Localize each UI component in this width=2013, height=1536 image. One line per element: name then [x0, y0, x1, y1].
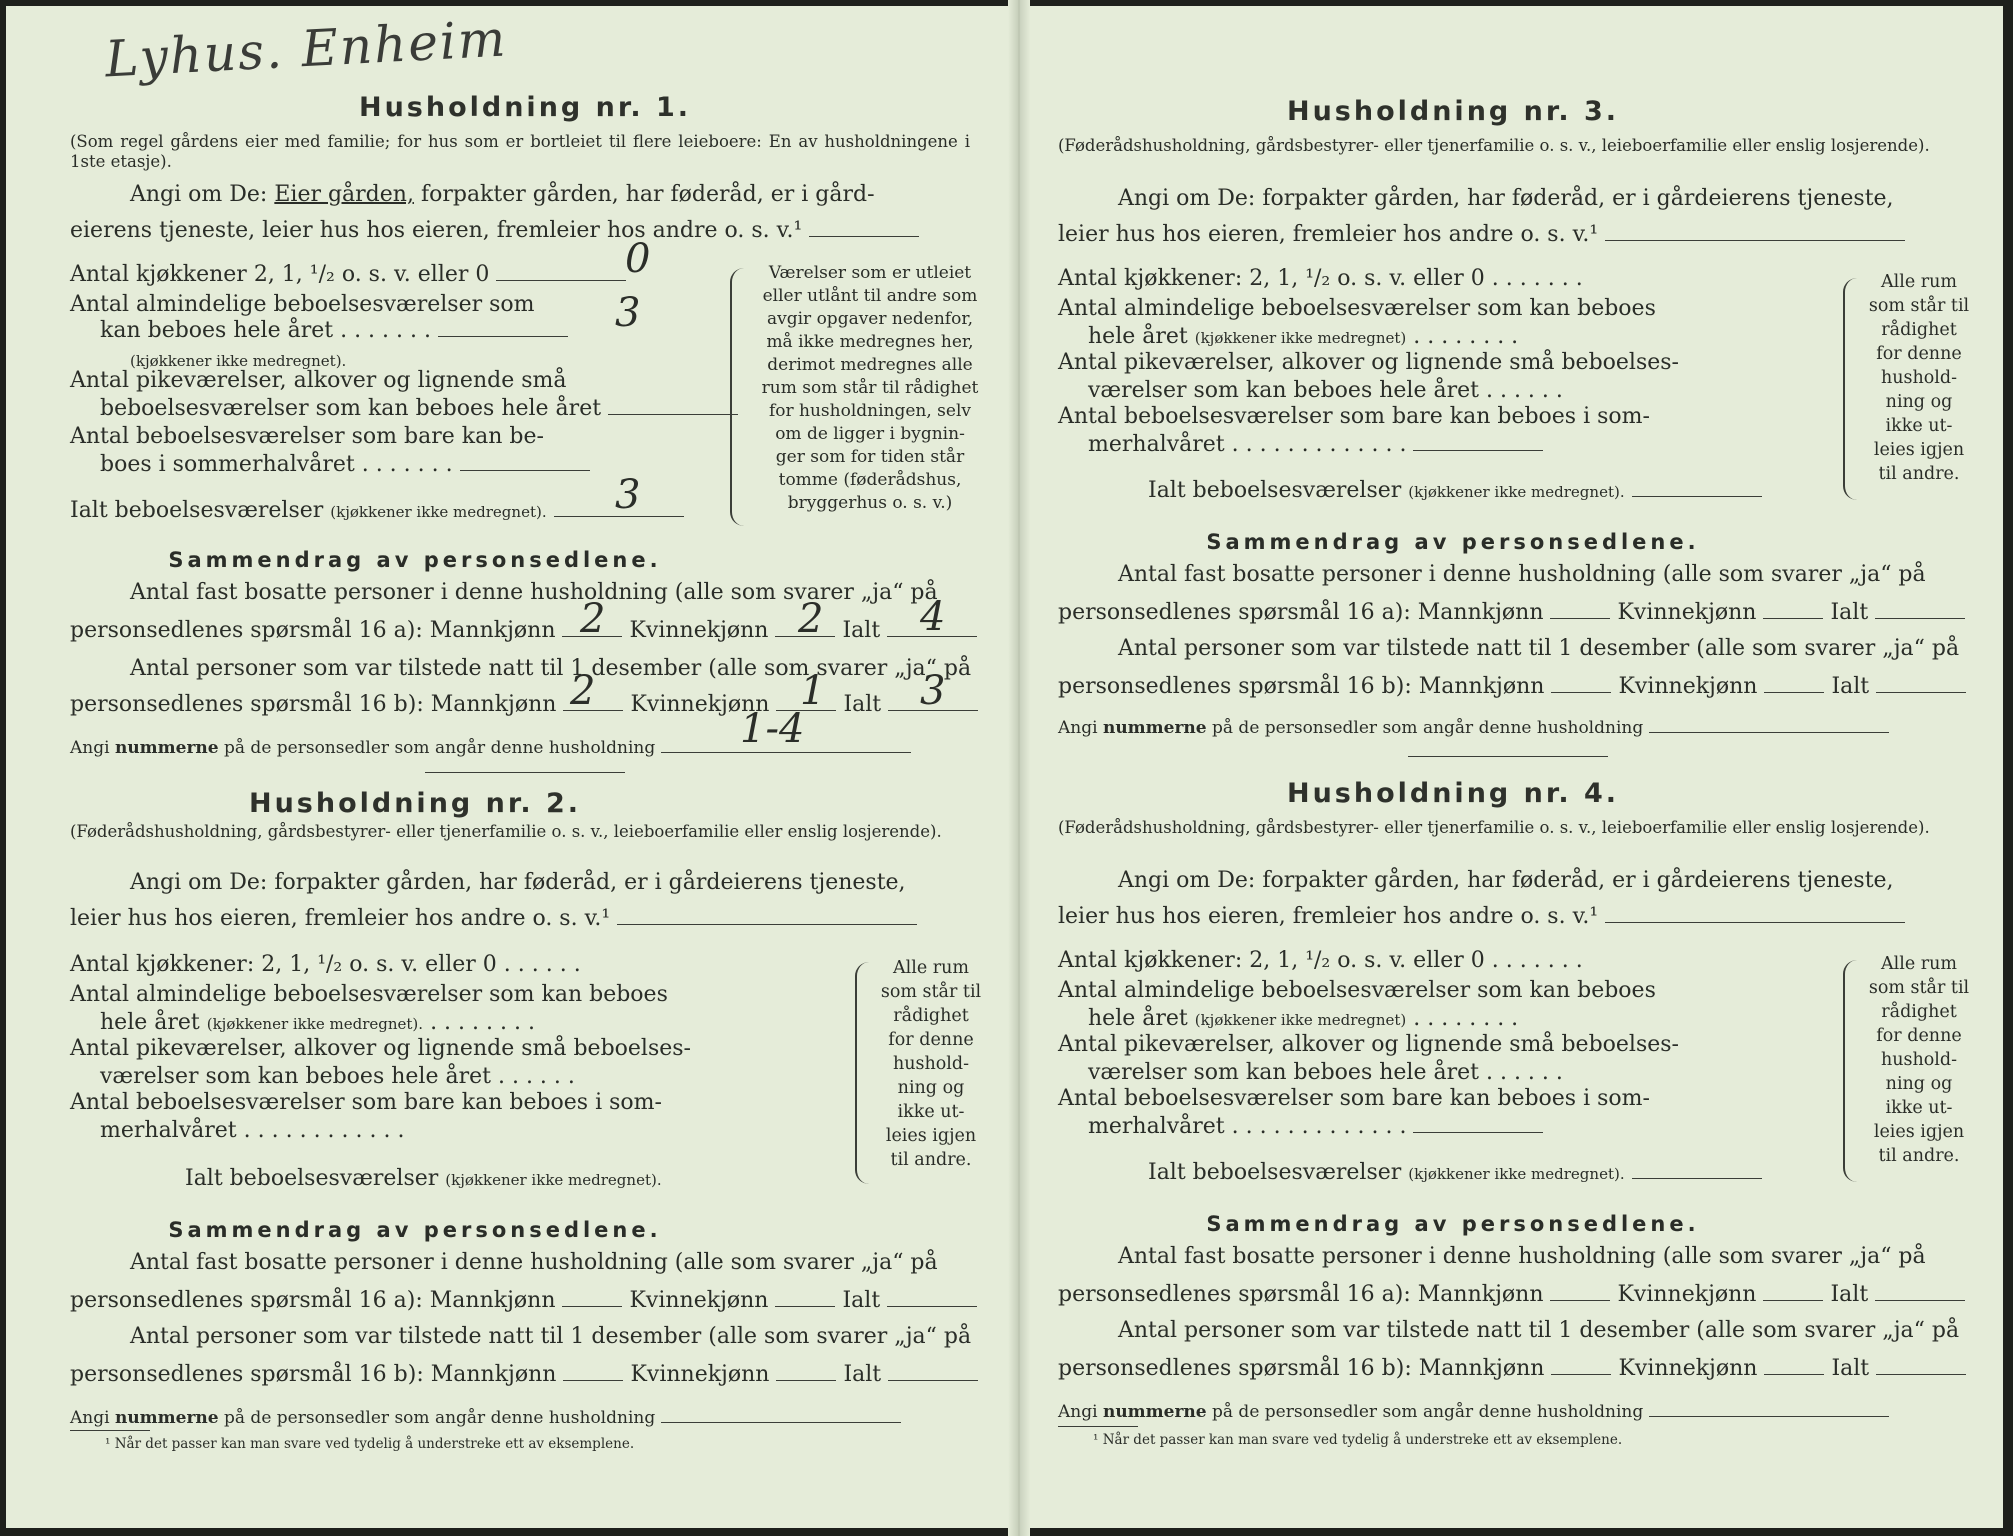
sammendrag-title: Sammendrag av personsedlene.	[168, 548, 662, 572]
ialt-fill[interactable]	[1632, 478, 1762, 497]
ialt-line: Ialt beboelsesværelser (kjøkkener ikke medregnet).	[1148, 478, 1762, 505]
kjokken-line: Antal kjøkkener 2, 1, ¹/₂ o. s. v. eller 0	[70, 262, 626, 288]
alm-line-1: Antal almindelige beboelsesværelser som kan beboes	[70, 982, 668, 1007]
fast-line-1: Antal fast bosatte personer i denne husholdning (alle som svarer „ja“ på	[1118, 562, 1926, 587]
footnote-rule	[70, 1430, 150, 1431]
nummer-fill[interactable]	[1649, 714, 1889, 733]
page-fold	[1008, 0, 1030, 1536]
angi-line-1: Angi om De: forpakter gården, har føderåd, er i gårdeierens tjeneste,	[1118, 868, 1894, 893]
til-kvinne-fill[interactable]	[776, 1362, 836, 1381]
sammendrag-title: Sammendrag av personsedlene.	[1206, 1212, 1700, 1236]
angi-line-1: Angi om De: forpakter gården, har føderåd, er i gårdeierens tjeneste,	[1118, 186, 1894, 211]
nummer-fill[interactable]	[661, 1404, 901, 1423]
pike-line-2: værelser som kan beboes hele året . . . . . .	[1088, 1060, 1563, 1085]
scan-edge-left	[0, 0, 6, 1536]
til-mann-fill[interactable]	[563, 1362, 623, 1381]
som-line-2: merhalvåret . . . . . . . . . . . . .	[1088, 432, 1543, 458]
brace-note: Alle rum som står til rådighet for denne hushold- ning og ikke ut- leies igjen til andre.	[1868, 954, 1970, 1166]
brace-note: Værelser som er utleiet eller utlånt til andre som avgir opgaver nedenfor, må ikke medregnes her, derimot medregnes alle rum som står til rådighet for husholdningen, selv om de ligger i bygnin- ger som for tiden står tomme (føderådshus, bryggerhus o. s. v.)	[761, 263, 979, 513]
household-note: (Føderådshusholdning, gårdsbestyrer- eller tjenerfamilie o. s. v., leieboerfamilie eller enslig losjerende).	[1058, 818, 1930, 837]
fast-line-2: personsedlenes spørsmål 16 a): Mannkjønn Kvinnekjønn Ialt	[1058, 600, 1965, 626]
fast-ialt-fill[interactable]	[1875, 600, 1965, 619]
til-ialt-value: 3	[920, 668, 946, 714]
pike-fill[interactable]	[608, 396, 738, 415]
brace-note: Alle rum som står til rådighet for denne hushold- ning og ikke ut- leies igjen til andre.	[1868, 272, 1970, 484]
eier-garden-underlined: Eier gården,	[274, 182, 414, 207]
bracket	[1843, 960, 1859, 1182]
fast-kvinne-fill[interactable]	[775, 1288, 835, 1307]
nummer-line: Angi nummerne på de personsedler som angår denne husholdning	[70, 1404, 901, 1431]
til-ialt-fill[interactable]	[1876, 1356, 1966, 1375]
alm-line-1: Antal almindelige beboelsesværelser som kan beboes	[1058, 978, 1656, 1003]
alm-line-1: Antal almindelige beboelsesværelser som	[70, 292, 535, 317]
household-note: (Føderådshusholdning, gårdsbestyrer- eller tjenerfamilie o. s. v., leieboerfamilie eller enslig losjerende).	[70, 822, 942, 841]
angi-fill-line[interactable]	[1605, 904, 1905, 923]
til-ialt-fill[interactable]	[888, 1362, 978, 1381]
footnote-rule	[1058, 1426, 1138, 1427]
household-title: Husholdning nr. 3.	[1286, 96, 1620, 127]
fast-ialt-fill[interactable]	[1875, 1282, 1965, 1301]
til-line-2: personsedlenes spørsmål 16 b): Mannkjønn Kvinnekjønn Ialt	[70, 692, 978, 718]
fast-line-2: personsedlenes spørsmål 16 a): Mannkjønn Kvinnekjønn Ialt	[70, 1288, 977, 1314]
alm-line-1: Antal almindelige beboelsesværelser som kan beboes	[1058, 296, 1656, 321]
fast-mann-fill[interactable]	[1550, 600, 1610, 619]
household-title: Husholdning nr. 2.	[248, 788, 582, 819]
fast-mann-fill[interactable]	[562, 1288, 622, 1307]
section-divider	[1408, 756, 1608, 757]
nummer-line: Angi nummerne på de personsedler som angår denne husholdning	[70, 734, 911, 761]
alm-fill[interactable]	[438, 318, 568, 337]
som-line-1: Antal beboelsesværelser som bare kan beboes i som-	[70, 1090, 662, 1115]
til-kvinne-fill[interactable]	[1764, 674, 1824, 693]
bracket	[855, 962, 871, 1184]
angi-line-2: eierens tjeneste, leier hus hos eieren, fremleier hos andre o. s. v.¹	[70, 218, 919, 244]
sammendrag-title: Sammendrag av personsedlene.	[168, 1218, 662, 1242]
til-mann-value: 2	[570, 668, 596, 714]
brace-note: Alle rum som står til rådighet for denne hushold- ning og ikke ut- leies igjen til andre.	[880, 958, 982, 1170]
alm-handwritten-value: 3	[615, 290, 641, 336]
right-page	[1048, 0, 1978, 1536]
alm-line-2: hele året (kjøkkener ikke medregnet) . . . . . . . .	[1088, 1006, 1519, 1031]
fast-kvinne-fill[interactable]	[1763, 600, 1823, 619]
angi-line-2: leier hus hos eieren, fremleier hos andre o. s. v.¹	[1058, 222, 1905, 248]
footnote: ¹ Når det passer kan man svare ved tydelig å understreke ett av eksemplene.	[1093, 1432, 1623, 1448]
fast-line-1: Antal fast bosatte personer i denne husholdning (alle som svarer „ja“ på	[1118, 1244, 1926, 1269]
pike-line-1: Antal pikeværelser, alkover og lignende små beboelses-	[1058, 1032, 1679, 1057]
kjokken-line: Antal kjøkkener: 2, 1, ¹/₂ o. s. v. eller 0 . . . . . .	[70, 952, 581, 977]
household-note: (Føderådshusholdning, gårdsbestyrer- eller tjenerfamilie o. s. v., leieboerfamilie eller enslig losjerende).	[1058, 136, 1930, 155]
ialt-handwritten-value: 3	[615, 472, 641, 518]
sammendrag-title: Sammendrag av personsedlene.	[1206, 530, 1700, 554]
fast-mann-value: 2	[580, 596, 606, 642]
angi-line-2: leier hus hos eieren, fremleier hos andre o. s. v.¹	[1058, 904, 1905, 930]
nummer-handwritten-value: 1-4	[740, 706, 805, 752]
fast-line-1: Antal fast bosatte personer i denne husholdning (alle som svarer „ja“ på	[130, 580, 938, 605]
som-fill[interactable]	[1413, 432, 1543, 451]
nummer-fill[interactable]	[1649, 1398, 1889, 1417]
fast-ialt-value: 4	[920, 594, 946, 640]
til-kvinne-value: 1	[800, 668, 826, 714]
til-line-2: personsedlenes spørsmål 16 b): Mannkjønn Kvinnekjønn Ialt	[1058, 1356, 1966, 1382]
ialt-line: Ialt beboelsesværelser (kjøkkener ikke medregnet).	[70, 498, 684, 525]
til-mann-fill[interactable]	[1551, 1356, 1611, 1375]
som-fill[interactable]	[1413, 1114, 1543, 1133]
ialt-line: Ialt beboelsesværelser (kjøkkener ikke medregnet).	[185, 1166, 662, 1191]
som-line-1: Antal beboelsesværelser som bare kan beboes i som-	[1058, 1086, 1650, 1111]
footnote: ¹ Når det passer kan man svare ved tydelig å understreke ett av eksemplene.	[105, 1436, 635, 1452]
scan-edge-right	[2003, 0, 2013, 1536]
nummer-line: Angi nummerne på de personsedler som angår denne husholdning	[1058, 714, 1889, 741]
som-line-2: boes i sommerhalvåret . . . . . . .	[100, 452, 590, 478]
som-line-2: merhalvåret . . . . . . . . . . . . .	[1088, 1114, 1543, 1140]
angi-line-1: Angi om De: Eier gården, forpakter gården, har føderåd, er i gård-	[130, 182, 875, 207]
fast-line-2: personsedlenes spørsmål 16 a): Mannkjønn Kvinnekjønn Ialt	[1058, 1282, 1965, 1308]
alm-line-3: (kjøkkener ikke medregnet).	[130, 352, 347, 370]
angi-fill-line[interactable]	[809, 218, 919, 237]
left-page	[60, 0, 990, 1536]
alm-line-2: hele året (kjøkkener ikke medregnet) . . . . . . . .	[1088, 324, 1519, 349]
alm-line-2: hele året (kjøkkener ikke medregnet). . . . . . . . .	[100, 1010, 535, 1035]
bracket	[1843, 278, 1859, 500]
fast-mann-fill[interactable]	[1550, 1282, 1610, 1301]
nummer-line: Angi nummerne på de personsedler som angår denne husholdning	[1058, 1398, 1889, 1425]
pike-line-2: værelser som kan beboes hele året . . . . . .	[1088, 378, 1563, 403]
section-divider	[425, 772, 625, 773]
pike-line-2: beboelsesværelser som kan beboes hele året	[100, 396, 738, 422]
til-mann-fill[interactable]	[1551, 674, 1611, 693]
til-line-1: Antal personer som var tilstede natt til 1 desember (alle som svarer „ja“ på	[1118, 1318, 1960, 1343]
pike-line-1: Antal pikeværelser, alkover og lignende små beboelses-	[70, 1036, 691, 1061]
kjokken-handwritten-value: 0	[625, 236, 651, 282]
angi-fill-line[interactable]	[617, 906, 917, 925]
fast-line-1: Antal fast bosatte personer i denne husholdning (alle som svarer „ja“ på	[130, 1250, 938, 1275]
angi-fill-line[interactable]	[1605, 222, 1905, 241]
pike-line-2: værelser som kan beboes hele året . . . . . .	[100, 1064, 575, 1089]
kjokken-fill[interactable]	[496, 262, 626, 281]
household-title: Husholdning nr. 4.	[1286, 778, 1620, 809]
household-title: Husholdning nr. 1.	[358, 92, 692, 123]
som-line-1: Antal beboelsesværelser som bare kan beboes i som-	[1058, 404, 1650, 429]
til-line-1: Antal personer som var tilstede natt til 1 desember (alle som svarer „ja“ på	[130, 656, 972, 681]
handwritten-signature: Lyhus. Enheim	[103, 9, 509, 89]
til-line-1: Antal personer som var tilstede natt til 1 desember (alle som svarer „ja“ på	[1118, 636, 1960, 661]
angi-line-1: Angi om De: forpakter gården, har føderåd, er i gårdeierens tjeneste,	[130, 870, 906, 895]
ialt-line: Ialt beboelsesværelser (kjøkkener ikke medregnet).	[1148, 1160, 1762, 1187]
til-line-1: Antal personer som var tilstede natt til 1 desember (alle som svarer „ja“ på	[130, 1324, 972, 1349]
fast-ialt-fill[interactable]	[887, 1288, 977, 1307]
angi-line-2: leier hus hos eieren, fremleier hos andre o. s. v.¹	[70, 906, 917, 932]
kjokken-line: Antal kjøkkener: 2, 1, ¹/₂ o. s. v. eller 0 . . . . . . .	[1058, 948, 1583, 973]
pike-line-1: Antal pikeværelser, alkover og lignende små beboelses-	[1058, 350, 1679, 375]
som-fill[interactable]	[460, 452, 590, 471]
til-line-2: personsedlenes spørsmål 16 b): Mannkjønn Kvinnekjønn Ialt	[70, 1362, 978, 1388]
til-ialt-fill[interactable]	[1876, 674, 1966, 693]
til-kvinne-fill[interactable]	[1764, 1356, 1824, 1375]
kjokken-line: Antal kjøkkener: 2, 1, ¹/₂ o. s. v. eller 0 . . . . . . .	[1058, 266, 1583, 291]
ialt-fill[interactable]	[1632, 1160, 1762, 1179]
pike-line-1: Antal pikeværelser, alkover og lignende små	[70, 368, 567, 393]
som-line-2: merhalvåret . . . . . . . . . . . .	[100, 1118, 405, 1143]
household-note: (Som regel gårdens eier med familie; for hus som er bortleiet til flere leieboere: En av husholdningene i 1ste etasje).	[70, 132, 970, 171]
alm-line-2: kan beboes hele året . . . . . . .	[100, 318, 568, 344]
som-line-1: Antal beboelsesværelser som bare kan be-	[70, 424, 544, 449]
fast-kvinne-fill[interactable]	[1763, 1282, 1823, 1301]
til-line-2: personsedlenes spørsmål 16 b): Mannkjønn Kvinnekjønn Ialt	[1058, 674, 1966, 700]
fast-line-2: personsedlenes spørsmål 16 a): Mannkjønn Kvinnekjønn Ialt	[70, 618, 977, 644]
fast-kvinne-value: 2	[798, 596, 824, 642]
